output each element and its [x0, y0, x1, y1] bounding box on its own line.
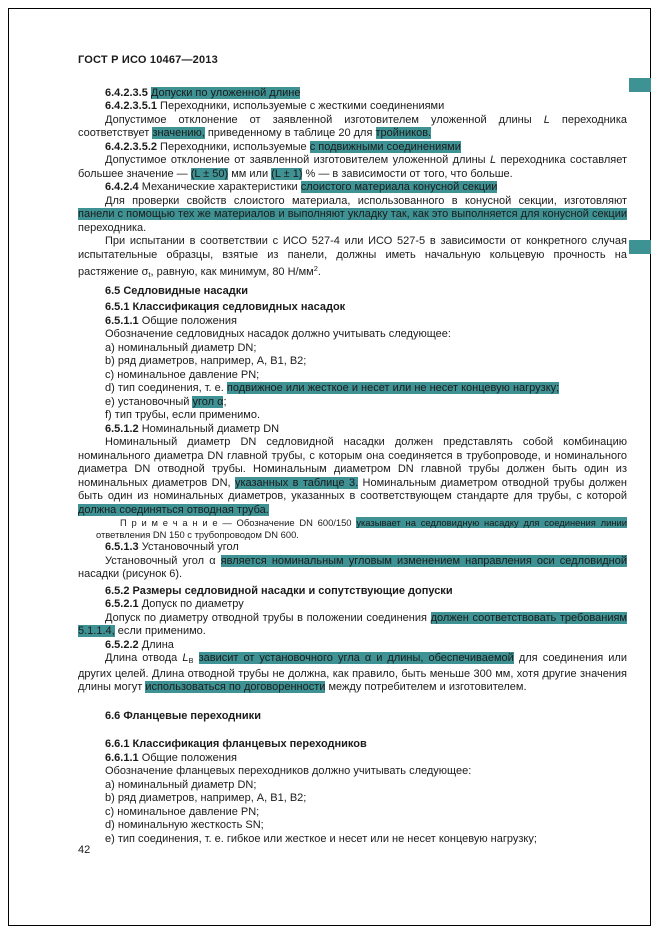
text-segment: Обозначение седловидных насадок должно учитывать следующее: [105, 328, 451, 340]
text-segment: L [489, 154, 497, 166]
text-segment: 6.5.1.1 [105, 314, 142, 327]
text-segment: между потребителем и изготовителем. [325, 681, 527, 694]
list-item-b [78, 355, 627, 369]
highlight-annotation: панели с помощью тех же материалов и выполняют укладку так, как это выполняется для конусной секции [78, 208, 627, 220]
highlight-annotation: значению, [152, 127, 205, 139]
clause-6-5-2-2 [78, 639, 627, 653]
list-item-d [78, 382, 627, 396]
text-segment: Допуск по диаметру [141, 598, 244, 611]
text-segment: для соединения или других целей. Длина отводной трубы не должна, как правило, быть меньше 300 мм, хотя другие значения длины могут [78, 652, 628, 694]
text-segment: Допустимое отклонение от заявленной изготовителем уложенной длины [105, 154, 490, 166]
paragraph [78, 195, 627, 236]
paragraph [78, 114, 627, 141]
text-segment: приведенному в таблице 20 для [204, 127, 376, 139]
heading-6-5 [78, 285, 627, 299]
text-segment: a) номинальный диаметр DN; [105, 778, 257, 791]
text-segment: мм или [228, 167, 272, 180]
text-segment: Механические характеристики [141, 181, 301, 193]
heading-6-6-1 [78, 738, 627, 752]
paragraph [78, 235, 627, 282]
clause-6-4-2-3-5 [78, 87, 627, 101]
highlight-annotation: является номинальным угловым изменением направления оси седловидной [220, 554, 627, 567]
document-header: ГОСТ Р ИСО 10467—2013 [78, 54, 218, 66]
text-segment: Обозначение фланцевых переходников должно учитывать следующее: [105, 765, 472, 778]
text-segment: B [188, 656, 194, 666]
highlight-annotation: Допуски по уложенной длине [150, 86, 301, 99]
text-segment: 6.5.2.1 [105, 598, 142, 611]
clause-6-6-1-1 [78, 752, 627, 766]
note [96, 517, 627, 541]
text-segment: 6.6 Фланцевые переходники [105, 709, 261, 722]
text-segment: Для проверки свойств слоистого материала, использованного в конусной секции, изготовляют [105, 194, 627, 207]
text-segment: % — в зависимости от того, что больше. [302, 167, 513, 180]
clause-6-5-1-2 [78, 423, 627, 437]
text-segment: насадки (рисунок 6). [78, 568, 183, 581]
text-segment: , равную, как минимум, 80 Н/мм [150, 266, 314, 278]
text-segment: Допуск по диаметру отводной трубы в положении соединения [105, 611, 431, 624]
text-segment: c) номинальное давление PN; [105, 368, 260, 381]
text-segment: 6.5.2 Размеры седловидной насадки и сопутствующие допуски [105, 584, 453, 597]
text-segment: Переходники, используемые [160, 140, 310, 153]
text-segment: если применимо. [114, 625, 206, 638]
text-segment: П р и м е ч а н и е — Обозначение DN 600/150 [120, 517, 357, 528]
highlight-annotation: подвижное или жесткое и несет или не несет концевую нагрузку; [226, 382, 560, 394]
text-segment: f) тип трубы, если применимо. [105, 409, 261, 421]
list-item-f [78, 409, 627, 423]
paragraph [78, 765, 627, 779]
paragraph [78, 154, 627, 181]
text-segment: Общие положения [141, 314, 237, 327]
highlight-annotation: тройников. [375, 127, 432, 139]
text-segment: e) установочный [105, 395, 193, 408]
text-segment: 6.5.1.2 [105, 422, 142, 435]
text-segment: Допустимое отклонение от заявленной изготовителем уложенной длины [105, 113, 544, 126]
highlight-annotation: указанных в таблице 3. [234, 476, 359, 489]
text-segment: переходника составляет большее значение — [78, 154, 627, 180]
vertical-gap [78, 695, 627, 707]
paragraph [78, 328, 627, 342]
text-segment: 6.6.1.1 [105, 751, 142, 764]
highlight-annotation: (L ± 50) [190, 167, 229, 180]
text-segment: L [182, 652, 189, 665]
text-segment: Установочный угол α [105, 554, 221, 567]
text-segment: 6.4.2.3.5 [105, 86, 151, 99]
list-item-d [78, 819, 627, 833]
text-segment: 2 [313, 264, 318, 273]
paragraph [78, 612, 627, 639]
text-segment: Длина отвода [105, 652, 183, 665]
text-segment: . [317, 266, 321, 278]
highlight-annotation: угол α [192, 395, 224, 408]
list-item-e [78, 396, 627, 410]
text-segment: 6.5.2.2 [105, 638, 142, 651]
text-segment: Переходники, используемые с жесткими соединениями [160, 100, 445, 112]
heading-6-5-2 [78, 585, 627, 599]
highlight-annotation: с подвижными соединениями [309, 140, 461, 153]
clause-6-4-2-4 [78, 181, 627, 195]
text-segment: ; [223, 395, 227, 408]
vertical-gap [78, 723, 627, 735]
text-segment: переходника. [78, 221, 147, 234]
list-item-a [78, 342, 627, 356]
text-segment: ответвления DN 150 с трубопроводом DN 600. [96, 529, 299, 541]
text-segment: a) номинальный диаметр DN; [105, 341, 257, 354]
highlight-annotation: зависит от установочного угла α и длины, обеспечиваемой [198, 652, 514, 665]
text-segment: 6.5.1.3 [105, 541, 142, 554]
text-segment: При испытании в соответствии с ИСО 527-4 или ИСО 527-5 в зависимости от конкретного случая испытательные образцы, взятые из панели, должны иметь начальную кольцевую прочность на растяжение σ [78, 235, 627, 278]
text-segment: e) тип соединения, т. е. гибкое или жесткое и несет или не несет концевую нагрузку; [105, 832, 537, 845]
text-segment: Длина [141, 638, 174, 651]
page-number: 42 [78, 844, 91, 856]
text-segment: 6.6.1 Классификация фланцевых переходников [105, 738, 367, 751]
margin-highlight-artifact [629, 78, 651, 92]
text-segment: переходника соответствует [78, 113, 628, 139]
document-body [78, 87, 627, 847]
clause-6-4-2-3-5-2 [78, 141, 627, 155]
clause-6-4-2-3-5-1 [78, 100, 627, 114]
text-segment: d) номинальную жесткость SN; [105, 819, 264, 832]
text-segment: 6.5.1 Классификация седловидных насадок [105, 301, 346, 313]
text-segment: 6.4.2.3.5.1 [105, 100, 161, 112]
list-item-c [78, 369, 627, 383]
highlight-annotation: должна соединяться отводная труба. [78, 503, 269, 516]
list-item-b [78, 792, 627, 806]
text-segment: t [148, 270, 151, 279]
text-segment: Номинальный диаметр DN седловидной насадки должен представлять собой комбинацию номинального диаметра DN главной трубы, с которым она соединяется в трубопроводе, и номинального диаметра DN отводной трубы. Номинальным диаметром DN главной трубы должен быть один из номинальных диаметров DN, [78, 436, 627, 489]
text-segment [194, 652, 199, 664]
page-content [78, 54, 627, 846]
text-segment: b) ряд диаметров, например, A, B1, B2; [105, 792, 307, 805]
clause-6-5-1-3 [78, 541, 627, 555]
text-segment: 6.4.2.3.5.2 [105, 140, 161, 153]
heading-6-6 [78, 710, 627, 724]
text-segment: c) номинальное давление PN; [105, 805, 260, 818]
text-segment: Номинальный диаметр DN [141, 422, 280, 435]
list-item-e [78, 833, 627, 847]
paragraph [78, 436, 627, 517]
text-segment: 6.5 Седловидные насадки [105, 284, 249, 297]
heading-6-5-1 [78, 301, 627, 315]
highlight-annotation: указывает на седловидную насадку для соединения линии [356, 517, 627, 528]
highlight-annotation: слоистого материала конусной секции [300, 181, 498, 193]
clause-6-5-1-1 [78, 315, 627, 329]
list-item-c [78, 806, 627, 820]
text-segment: b) ряд диаметров, например, A, B1, B2; [105, 355, 307, 367]
text-segment: d) тип соединения, т. е. [105, 382, 227, 394]
text-segment: Установочный угол [141, 541, 239, 554]
text-segment: Общие положения [141, 751, 237, 764]
highlight-annotation: использоваться по договоренности [145, 681, 326, 694]
highlight-annotation: (L ± 1) [271, 167, 303, 180]
text-segment: L [543, 113, 550, 126]
margin-highlight-artifact [629, 240, 651, 254]
text-segment: 6.4.2.4 [105, 181, 142, 193]
highlight-annotation: должен соответствовать требованиям 5.1.1.4, [78, 611, 627, 638]
paragraph [78, 555, 627, 582]
list-item-a [78, 779, 627, 793]
paragraph [78, 652, 627, 695]
clause-6-5-2-1 [78, 598, 627, 612]
text-segment: Номинальным диаметром отводной трубы должен быть один из номинальных диаметров, указанных в соответствующем стандарте для трубы, с которой [78, 476, 627, 502]
